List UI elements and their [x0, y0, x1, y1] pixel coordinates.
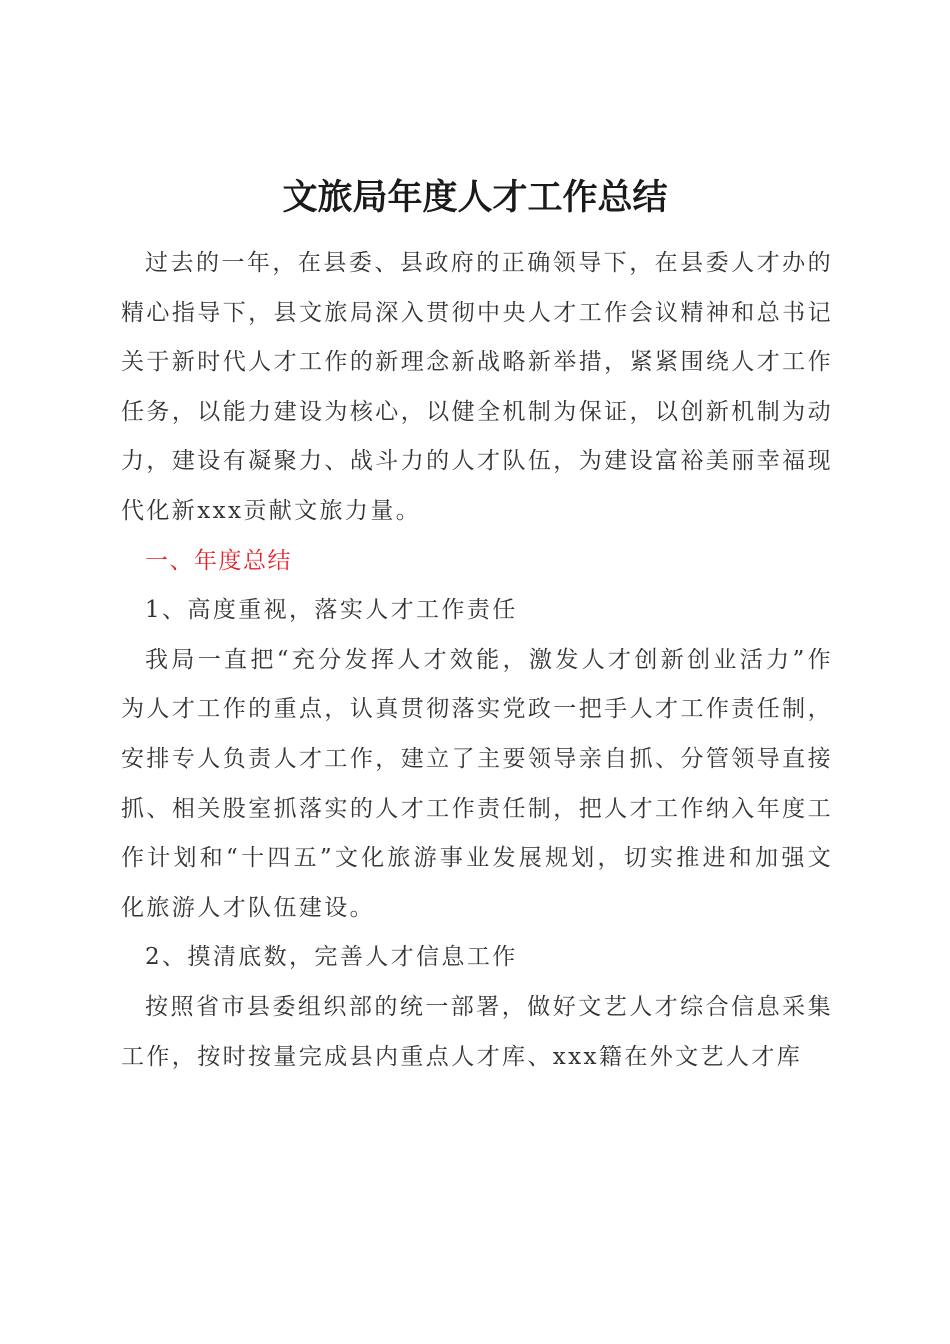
item-2-heading: 2、摸清底数，完善人才信息工作 — [145, 944, 518, 971]
item-2-paragraph: 按照省市县委组织部的统一部署，做好文艺人才综合信息采集工作，按时按量完成县内重点人才库、xxx籍在外文艺人才库 — [121, 993, 833, 1070]
section-heading-annual-summary: 一、年度总结 — [145, 547, 292, 574]
document-title: 文旅局年度人才工作总结 — [282, 177, 668, 218]
item-1-heading: 1、高度重视，落实人才工作责任 — [145, 597, 518, 624]
document-body — [121, 239, 833, 1082]
item-1-paragraph: 我局一直把“充分发挥人才效能，激发人才创新创业活力”作为人才工作的重点，认真贯彻落实党政一把手人才工作责任制，安排专人负责人才工作，建立了主要领导亲自抓、分管领导直接抓、相关股室抓落实的人才工作责任制，把人才工作纳入年度工作计划和“十四五”文化旅游事业发展规划，切实推进和加强文化旅游人才队伍建设。 — [121, 646, 833, 921]
intro-paragraph: 过去的一年，在县委、县政府的正确领导下，在县委人才办的精心指导下，县文旅局深入贯彻中央人才工作会议精神和总书记关于新时代人才工作的新理念新战略新举措，紧紧围绕人才工作任务，以能力建设为核心，以健全机制为保证，以创新机制为动力，建设有凝聚力、战斗力的人才队伍，为建设富裕美丽幸福现代化新xxx贡献文旅力量。 — [121, 250, 833, 524]
